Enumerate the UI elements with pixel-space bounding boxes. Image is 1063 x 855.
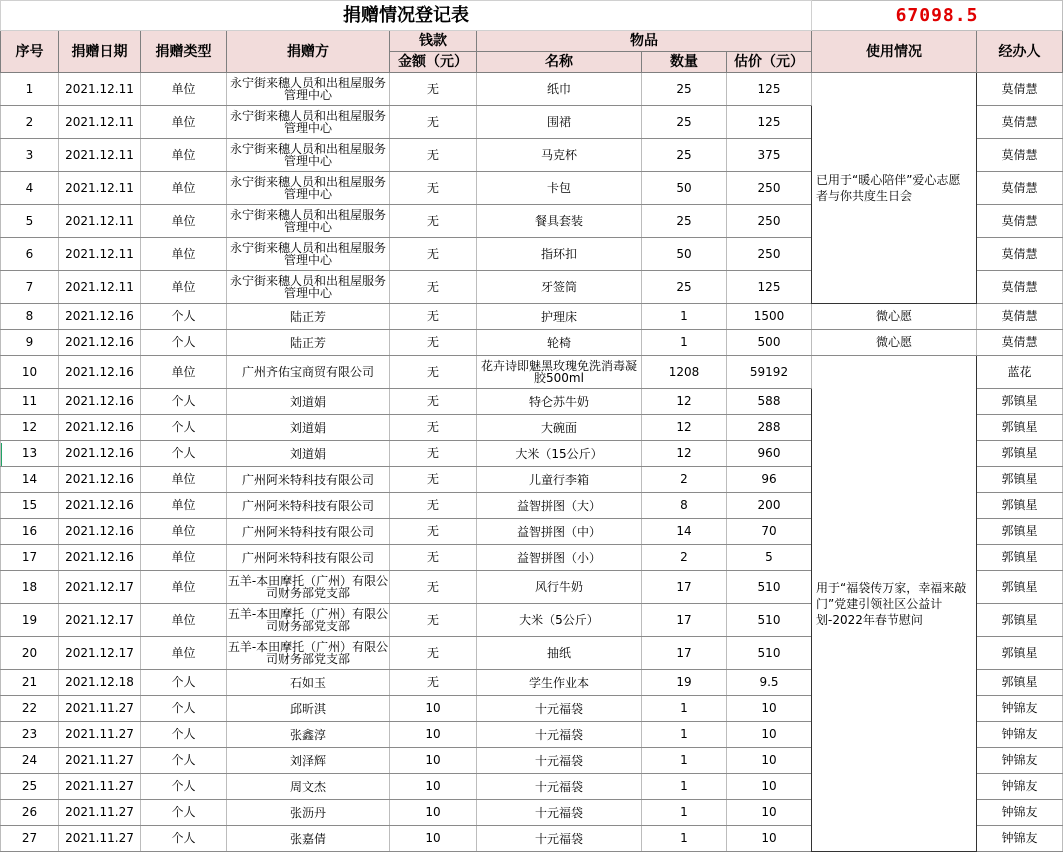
cell-amount[interactable]: 无	[390, 271, 477, 304]
cell-handler[interactable]: 钟锦友	[977, 826, 1063, 852]
cell-type[interactable]: 单位	[141, 519, 227, 545]
header-seq[interactable]: 序号	[1, 31, 59, 73]
usage-note-4[interactable]: 用于“福袋传万家，幸福来敲门”党建引领社区公益计划-2022年春节慰问	[812, 356, 977, 852]
cell-item-value[interactable]: 500	[727, 330, 812, 356]
cell-type[interactable]: 单位	[141, 139, 227, 172]
cell-item-name[interactable]: 风行牛奶	[477, 571, 642, 604]
cell-amount[interactable]: 无	[390, 389, 477, 415]
cell-item-qty[interactable]: 25	[642, 106, 727, 139]
cell-type[interactable]: 单位	[141, 238, 227, 271]
cell-donor[interactable]: 刘道娟	[227, 441, 390, 467]
cell-item-name[interactable]: 纸巾	[477, 73, 642, 106]
cell-date[interactable]: 2021.12.16	[59, 356, 141, 389]
cell-item-name[interactable]: 十元福袋	[477, 748, 642, 774]
cell-item-value[interactable]: 70	[727, 519, 812, 545]
cell-type[interactable]: 个人	[141, 304, 227, 330]
cell-seq[interactable]: 3	[1, 139, 59, 172]
cell-item-name[interactable]: 十元福袋	[477, 800, 642, 826]
cell-item-qty[interactable]: 1	[642, 800, 727, 826]
cell-date[interactable]: 2021.12.11	[59, 205, 141, 238]
cell-amount[interactable]: 10	[390, 748, 477, 774]
cell-date[interactable]: 2021.12.16	[59, 304, 141, 330]
cell-type[interactable]: 个人	[141, 774, 227, 800]
cell-donor[interactable]: 永宁街来穗人员和出租屋服务管理中心	[227, 73, 390, 106]
cell-donor[interactable]: 刘道娟	[227, 415, 390, 441]
cell-amount[interactable]: 无	[390, 205, 477, 238]
cell-item-qty[interactable]: 1	[642, 826, 727, 852]
cell-item-value[interactable]: 9.5	[727, 670, 812, 696]
cell-item-qty[interactable]: 12	[642, 389, 727, 415]
usage-note-1[interactable]: 已用于“暖心陪伴”爱心志愿者与你共度生日会	[812, 73, 977, 304]
cell-date[interactable]: 2021.12.11	[59, 238, 141, 271]
cell-amount[interactable]: 无	[390, 637, 477, 670]
cell-item-value[interactable]: 10	[727, 696, 812, 722]
cell-donor[interactable]: 陆正芳	[227, 304, 390, 330]
table-row	[1, 73, 1063, 106]
cell-date[interactable]: 2021.11.27	[59, 748, 141, 774]
cell-amount[interactable]: 无	[390, 106, 477, 139]
cell-amount[interactable]: 无	[390, 441, 477, 467]
cell-amount[interactable]: 无	[390, 172, 477, 205]
cell-amount[interactable]: 无	[390, 304, 477, 330]
cell-seq[interactable]: 27	[1, 826, 59, 852]
cell-date[interactable]: 2021.12.16	[59, 441, 141, 467]
sheet-title[interactable]: 捐赠情况登记表	[1, 1, 812, 31]
cell-seq[interactable]: 18	[1, 571, 59, 604]
cell-item-name[interactable]: 马克杯	[477, 139, 642, 172]
cell-type[interactable]: 个人	[141, 389, 227, 415]
cell-date[interactable]: 2021.12.16	[59, 389, 141, 415]
cell-seq[interactable]: 23	[1, 722, 59, 748]
cell-seq[interactable]: 13	[1, 441, 59, 467]
cell-handler[interactable]: 莫倩慧	[977, 205, 1063, 238]
cell-item-name[interactable]: 花卉诗即魅黑玫瑰免洗消毒凝胶500ml	[477, 356, 642, 389]
cell-amount[interactable]: 无	[390, 493, 477, 519]
cell-seq[interactable]: 26	[1, 800, 59, 826]
header-money[interactable]: 钱款	[390, 31, 477, 52]
cell-seq[interactable]: 22	[1, 696, 59, 722]
cell-item-name[interactable]: 餐具套装	[477, 205, 642, 238]
cell-donor[interactable]: 五羊-本田摩托（广州）有限公司财务部党支部	[227, 571, 390, 604]
cell-item-qty[interactable]: 14	[642, 519, 727, 545]
cell-type[interactable]: 单位	[141, 467, 227, 493]
cell-type[interactable]: 单位	[141, 604, 227, 637]
cell-handler[interactable]: 莫倩慧	[977, 304, 1063, 330]
cell-date[interactable]: 2021.12.11	[59, 172, 141, 205]
cell-amount[interactable]: 无	[390, 238, 477, 271]
cell-seq[interactable]: 16	[1, 519, 59, 545]
cell-item-qty[interactable]: 1	[642, 696, 727, 722]
cell-donor[interactable]: 五羊-本田摩托（广州）有限公司财务部党支部	[227, 637, 390, 670]
cell-amount[interactable]: 10	[390, 800, 477, 826]
cell-handler[interactable]: 蓝花	[977, 356, 1063, 389]
cell-handler[interactable]: 莫倩慧	[977, 238, 1063, 271]
cell-handler[interactable]: 钟锦友	[977, 696, 1063, 722]
cell-date[interactable]: 2021.11.27	[59, 722, 141, 748]
cell-type[interactable]: 单位	[141, 73, 227, 106]
cell-item-value[interactable]: 125	[727, 106, 812, 139]
cell-item-value[interactable]: 125	[727, 271, 812, 304]
cell-type[interactable]: 个人	[141, 415, 227, 441]
cell-donor[interactable]: 广州阿米特科技有限公司	[227, 467, 390, 493]
header-usage[interactable]: 使用情况	[812, 31, 977, 73]
cell-item-qty[interactable]: 12	[642, 415, 727, 441]
cell-seq[interactable]: 2	[1, 106, 59, 139]
header-type[interactable]: 捐赠类型	[141, 31, 227, 73]
cell-date[interactable]: 2021.11.27	[59, 774, 141, 800]
cell-donor[interactable]: 邱昕淇	[227, 696, 390, 722]
cell-item-value[interactable]: 10	[727, 800, 812, 826]
cell-type[interactable]: 单位	[141, 493, 227, 519]
cell-item-value[interactable]: 10	[727, 722, 812, 748]
cell-item-name[interactable]: 大米（15公斤）	[477, 441, 642, 467]
cell-handler[interactable]: 郭镇星	[977, 389, 1063, 415]
cell-item-name[interactable]: 益智拼图（大）	[477, 493, 642, 519]
cell-seq[interactable]: 17	[1, 545, 59, 571]
usage-note-3[interactable]: 微心愿	[812, 330, 977, 356]
cell-donor[interactable]: 永宁街来穗人员和出租屋服务管理中心	[227, 139, 390, 172]
cell-date[interactable]: 2021.12.16	[59, 415, 141, 441]
cell-amount[interactable]: 无	[390, 139, 477, 172]
cell-date[interactable]: 2021.12.16	[59, 330, 141, 356]
cell-seq[interactable]: 6	[1, 238, 59, 271]
cell-type[interactable]: 个人	[141, 330, 227, 356]
cell-item-name[interactable]: 十元福袋	[477, 696, 642, 722]
cell-handler[interactable]: 莫倩慧	[977, 330, 1063, 356]
cell-item-qty[interactable]: 1	[642, 330, 727, 356]
cell-handler[interactable]: 郭镇星	[977, 637, 1063, 670]
cell-handler[interactable]: 郭镇星	[977, 415, 1063, 441]
cell-item-value[interactable]: 59192	[727, 356, 812, 389]
cell-date[interactable]: 2021.11.27	[59, 826, 141, 852]
cell-item-qty[interactable]: 25	[642, 271, 727, 304]
cell-type[interactable]: 单位	[141, 106, 227, 139]
cell-donor[interactable]: 陆正芳	[227, 330, 390, 356]
cell-type[interactable]: 单位	[141, 637, 227, 670]
cell-amount[interactable]: 无	[390, 73, 477, 106]
cell-donor[interactable]: 永宁街来穗人员和出租屋服务管理中心	[227, 205, 390, 238]
cell-donor[interactable]: 张鑫淳	[227, 722, 390, 748]
cell-item-value[interactable]: 10	[727, 826, 812, 852]
cell-item-qty[interactable]: 12	[642, 441, 727, 467]
cell-donor[interactable]: 张沥丹	[227, 800, 390, 826]
cell-handler[interactable]: 莫倩慧	[977, 172, 1063, 205]
cell-amount[interactable]: 10	[390, 774, 477, 800]
cell-item-name[interactable]: 大米（5公斤）	[477, 604, 642, 637]
cell-donor[interactable]: 刘道娟	[227, 389, 390, 415]
cell-type[interactable]: 个人	[141, 722, 227, 748]
header-item-value[interactable]: 估价（元）	[727, 52, 812, 73]
cell-type[interactable]: 单位	[141, 545, 227, 571]
cell-handler[interactable]: 钟锦友	[977, 800, 1063, 826]
cell-donor[interactable]: 永宁街来穗人员和出租屋服务管理中心	[227, 106, 390, 139]
cell-donor[interactable]: 周文杰	[227, 774, 390, 800]
cell-handler[interactable]: 郭镇星	[977, 493, 1063, 519]
cell-item-qty[interactable]: 2	[642, 545, 727, 571]
header-date[interactable]: 捐赠日期	[59, 31, 141, 73]
cell-date[interactable]: 2021.12.16	[59, 467, 141, 493]
cell-item-name[interactable]: 十元福袋	[477, 826, 642, 852]
cell-donor[interactable]: 广州阿米特科技有限公司	[227, 519, 390, 545]
cell-donor[interactable]: 永宁街来穗人员和出租屋服务管理中心	[227, 238, 390, 271]
cell-item-qty[interactable]: 1	[642, 722, 727, 748]
cell-amount[interactable]: 无	[390, 519, 477, 545]
cell-item-qty[interactable]: 17	[642, 604, 727, 637]
header-money-amount[interactable]: 金额（元）	[390, 52, 477, 73]
cell-item-value[interactable]: 588	[727, 389, 812, 415]
cell-date[interactable]: 2021.12.11	[59, 106, 141, 139]
cell-type[interactable]: 个人	[141, 826, 227, 852]
cell-item-value[interactable]: 10	[727, 748, 812, 774]
cell-handler[interactable]: 钟锦友	[977, 748, 1063, 774]
cell-type[interactable]: 个人	[141, 748, 227, 774]
cell-item-name[interactable]: 指环扣	[477, 238, 642, 271]
cell-item-value[interactable]: 510	[727, 571, 812, 604]
cell-item-name[interactable]: 大碗面	[477, 415, 642, 441]
cell-item-name[interactable]: 牙签筒	[477, 271, 642, 304]
cell-seq[interactable]: 4	[1, 172, 59, 205]
cell-item-qty[interactable]: 50	[642, 172, 727, 205]
cell-handler[interactable]: 莫倩慧	[977, 139, 1063, 172]
cell-item-name[interactable]: 抽纸	[477, 637, 642, 670]
cell-date[interactable]: 2021.12.17	[59, 604, 141, 637]
cell-item-name[interactable]: 儿童行李箱	[477, 467, 642, 493]
cell-item-value[interactable]: 510	[727, 637, 812, 670]
cell-handler[interactable]: 郭镇星	[977, 519, 1063, 545]
table-row	[1, 330, 1063, 356]
cell-handler[interactable]: 莫倩慧	[977, 106, 1063, 139]
cell-seq[interactable]: 21	[1, 670, 59, 696]
header-item-name[interactable]: 名称	[477, 52, 642, 73]
cell-seq[interactable]: 25	[1, 774, 59, 800]
header-handler[interactable]: 经办人	[977, 31, 1063, 73]
cell-seq[interactable]: 9	[1, 330, 59, 356]
cell-item-name[interactable]: 十元福袋	[477, 722, 642, 748]
cell-item-qty[interactable]: 1	[642, 748, 727, 774]
cell-type[interactable]: 单位	[141, 205, 227, 238]
cell-item-qty[interactable]: 1208	[642, 356, 727, 389]
cell-item-value[interactable]: 288	[727, 415, 812, 441]
cell-date[interactable]: 2021.12.17	[59, 637, 141, 670]
header-donor[interactable]: 捐赠方	[227, 31, 390, 73]
cell-item-name[interactable]: 护理床	[477, 304, 642, 330]
cell-item-value[interactable]: 1500	[727, 304, 812, 330]
cell-handler[interactable]: 钟锦友	[977, 722, 1063, 748]
usage-note-2[interactable]: 微心愿	[812, 304, 977, 330]
cell-handler[interactable]: 莫倩慧	[977, 271, 1063, 304]
cell-item-name[interactable]: 特仑苏牛奶	[477, 389, 642, 415]
cell-donor[interactable]: 永宁街来穗人员和出租屋服务管理中心	[227, 271, 390, 304]
cell-item-qty[interactable]: 25	[642, 139, 727, 172]
cell-item-qty[interactable]: 19	[642, 670, 727, 696]
cell-date[interactable]: 2021.12.16	[59, 519, 141, 545]
cell-type[interactable]: 单位	[141, 571, 227, 604]
cell-date[interactable]: 2021.12.18	[59, 670, 141, 696]
cell-item-value[interactable]: 250	[727, 172, 812, 205]
cell-seq[interactable]: 11	[1, 389, 59, 415]
table-row	[1, 356, 1063, 389]
cell-donor[interactable]: 广州阿米特科技有限公司	[227, 545, 390, 571]
cell-seq[interactable]: 7	[1, 271, 59, 304]
cell-amount[interactable]: 无	[390, 545, 477, 571]
header-items[interactable]: 物品	[477, 31, 812, 52]
cell-type[interactable]: 个人	[141, 800, 227, 826]
cell-handler[interactable]: 郭镇星	[977, 604, 1063, 637]
cell-donor[interactable]: 五羊-本田摩托（广州）有限公司财务部党支部	[227, 604, 390, 637]
cell-type[interactable]: 单位	[141, 356, 227, 389]
cell-amount[interactable]: 10	[390, 696, 477, 722]
cell-donor[interactable]: 刘泽辉	[227, 748, 390, 774]
cell-item-name[interactable]: 益智拼图（小）	[477, 545, 642, 571]
cell-item-qty[interactable]: 1	[642, 304, 727, 330]
cell-amount[interactable]: 10	[390, 826, 477, 852]
cell-item-name[interactable]: 学生作业本	[477, 670, 642, 696]
cell-donor[interactable]: 广州阿米特科技有限公司	[227, 493, 390, 519]
cell-item-value[interactable]: 5	[727, 545, 812, 571]
cell-date[interactable]: 2021.12.16	[59, 493, 141, 519]
cell-seq[interactable]: 14	[1, 467, 59, 493]
cell-item-qty[interactable]: 8	[642, 493, 727, 519]
cell-type[interactable]: 个人	[141, 441, 227, 467]
cell-amount[interactable]: 无	[390, 330, 477, 356]
cell-handler[interactable]: 莫倩慧	[977, 73, 1063, 106]
cell-item-value[interactable]: 10	[727, 774, 812, 800]
cell-date[interactable]: 2021.12.11	[59, 73, 141, 106]
cell-seq[interactable]: 8	[1, 304, 59, 330]
cell-item-name[interactable]: 益智拼图（中）	[477, 519, 642, 545]
cell-item-name[interactable]: 十元福袋	[477, 774, 642, 800]
cell-type[interactable]: 单位	[141, 271, 227, 304]
cell-date[interactable]: 2021.12.16	[59, 545, 141, 571]
cell-item-qty[interactable]: 17	[642, 571, 727, 604]
cell-item-value[interactable]: 250	[727, 238, 812, 271]
cell-item-name[interactable]: 卡包	[477, 172, 642, 205]
cell-handler[interactable]: 郭镇星	[977, 571, 1063, 604]
cell-date[interactable]: 2021.11.27	[59, 800, 141, 826]
cell-handler[interactable]: 钟锦友	[977, 774, 1063, 800]
cell-handler[interactable]: 郭镇星	[977, 670, 1063, 696]
cell-item-qty[interactable]: 1	[642, 774, 727, 800]
cell-amount[interactable]: 无	[390, 356, 477, 389]
grand-total[interactable]: 67098.5	[812, 1, 1063, 31]
cell-date[interactable]: 2021.12.11	[59, 139, 141, 172]
cell-handler[interactable]: 郭镇星	[977, 441, 1063, 467]
cell-item-value[interactable]: 125	[727, 73, 812, 106]
cell-donor[interactable]: 永宁街来穗人员和出租屋服务管理中心	[227, 172, 390, 205]
cell-item-qty[interactable]: 25	[642, 73, 727, 106]
cell-item-value[interactable]: 375	[727, 139, 812, 172]
cell-item-value[interactable]: 960	[727, 441, 812, 467]
cell-handler[interactable]: 郭镇星	[977, 545, 1063, 571]
cell-type[interactable]: 单位	[141, 172, 227, 205]
cell-seq[interactable]: 15	[1, 493, 59, 519]
cell-seq[interactable]: 5	[1, 205, 59, 238]
cell-amount[interactable]: 无	[390, 604, 477, 637]
cell-item-value[interactable]: 200	[727, 493, 812, 519]
cell-handler[interactable]: 郭镇星	[977, 467, 1063, 493]
header-item-qty[interactable]: 数量	[642, 52, 727, 73]
cell-donor[interactable]: 石如玉	[227, 670, 390, 696]
cell-item-qty[interactable]: 50	[642, 238, 727, 271]
cell-type[interactable]: 个人	[141, 696, 227, 722]
cell-item-name[interactable]: 围裙	[477, 106, 642, 139]
cell-seq[interactable]: 12	[1, 415, 59, 441]
cell-donor[interactable]: 张嘉倩	[227, 826, 390, 852]
cell-seq[interactable]: 20	[1, 637, 59, 670]
cell-item-qty[interactable]: 25	[642, 205, 727, 238]
cell-item-qty[interactable]: 2	[642, 467, 727, 493]
cell-seq[interactable]: 24	[1, 748, 59, 774]
cell-item-value[interactable]: 510	[727, 604, 812, 637]
cell-date[interactable]: 2021.12.17	[59, 571, 141, 604]
cell-date[interactable]: 2021.11.27	[59, 696, 141, 722]
cell-seq[interactable]: 10	[1, 356, 59, 389]
cell-item-value[interactable]: 250	[727, 205, 812, 238]
table-row	[1, 304, 1063, 330]
cell-amount[interactable]: 10	[390, 722, 477, 748]
cell-amount[interactable]: 无	[390, 415, 477, 441]
cell-type[interactable]: 个人	[141, 670, 227, 696]
cell-item-qty[interactable]: 17	[642, 637, 727, 670]
cell-seq[interactable]: 1	[1, 73, 59, 106]
cell-amount[interactable]: 无	[390, 571, 477, 604]
cell-amount[interactable]: 无	[390, 467, 477, 493]
cell-donor[interactable]: 广州齐佑宝商贸有限公司	[227, 356, 390, 389]
cell-amount[interactable]: 无	[390, 670, 477, 696]
cell-item-name[interactable]: 轮椅	[477, 330, 642, 356]
cell-seq[interactable]: 19	[1, 604, 59, 637]
cell-date[interactable]: 2021.12.11	[59, 271, 141, 304]
cell-item-value[interactable]: 96	[727, 467, 812, 493]
